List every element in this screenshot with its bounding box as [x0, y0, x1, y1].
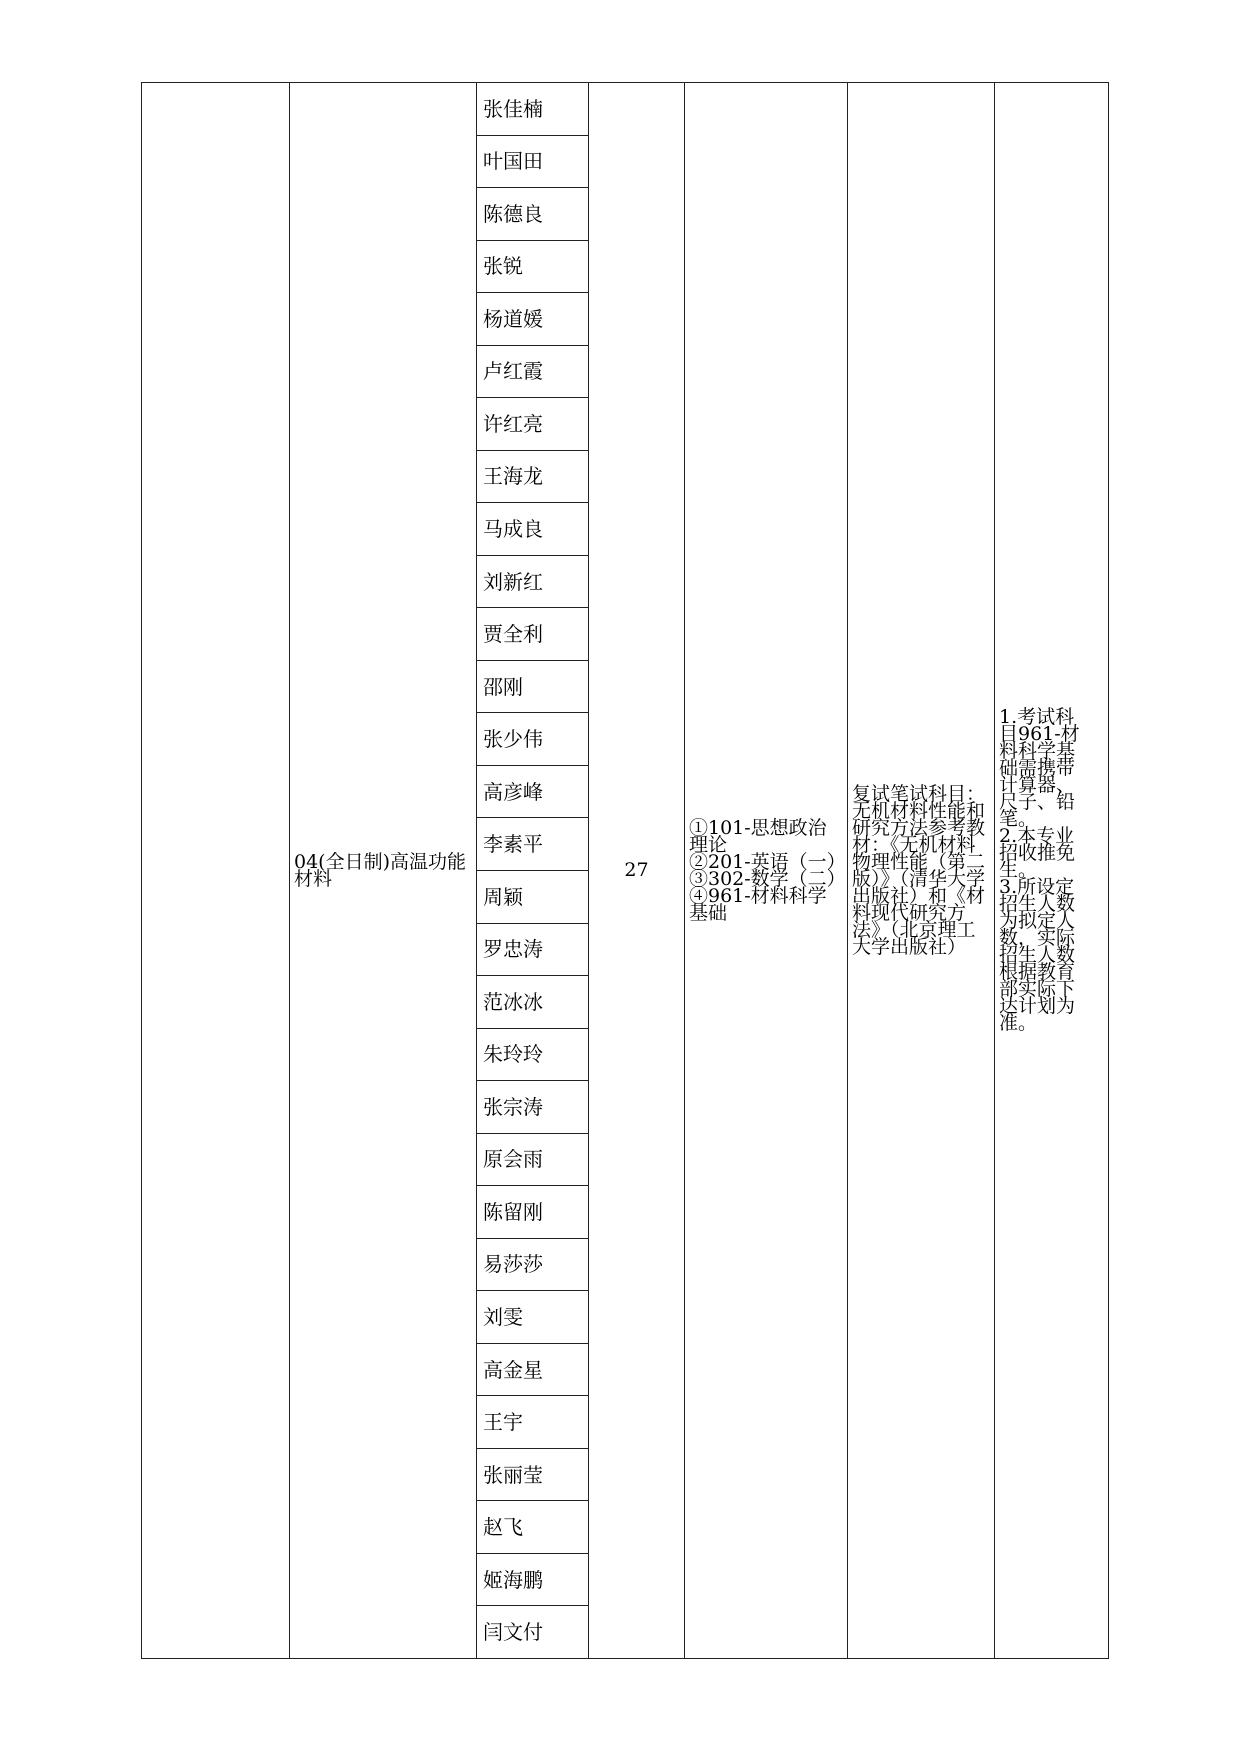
- supervisor-name-cell: 陈留刚: [477, 1186, 589, 1239]
- exam-subject-line: ③302-数学（二）: [689, 867, 846, 890]
- table-row: [142, 83, 1109, 136]
- retest-info-cell: 复试笔试科目：无机材料性能和研究方法参考教材：《无机材料物理性能（第二版）》（清华大学出版社）和《材料现代研究方法》（北京理工大学出版社）: [848, 83, 995, 1659]
- supervisor-name-cell: 马成良: [477, 503, 589, 556]
- note-line: 2.本专业招收推免生。: [999, 825, 1076, 881]
- supervisor-name-cell: 杨道媛: [477, 293, 589, 346]
- major-cell: 04(全日制)高温功能材料: [290, 83, 477, 1659]
- supervisor-name-cell: 卢红霞: [477, 345, 589, 398]
- supervisor-name-cell: 姬海鹏: [477, 1553, 589, 1606]
- department-cell: [142, 83, 290, 1659]
- supervisor-name-cell: 张锐: [477, 240, 589, 293]
- exam-subject-line: ①101-思想政治理论: [689, 816, 827, 856]
- exam-subject-line: ④961-材料科学基础: [689, 884, 827, 924]
- supervisor-name-cell: 王宇: [477, 1396, 589, 1449]
- supervisor-name-cell: 叶国田: [477, 135, 589, 188]
- supervisor-name-cell: 邵刚: [477, 660, 589, 713]
- supervisor-name-cell: 张佳楠: [477, 83, 589, 136]
- supervisor-name-cell: 高金星: [477, 1343, 589, 1396]
- supervisor-name-cell: 罗忠涛: [477, 923, 589, 976]
- note-line: 1.考试科目961-材料科学基础需携带计算器、尺子、铅笔。: [999, 706, 1080, 830]
- supervisor-name-cell: 赵飞: [477, 1501, 589, 1554]
- supervisor-name-cell: 许红亮: [477, 398, 589, 451]
- supervisor-name-cell: 高彦峰: [477, 765, 589, 818]
- supervisor-name-cell: 周颖: [477, 870, 589, 923]
- supervisor-name-cell: 原会雨: [477, 1133, 589, 1186]
- supervisor-name-cell: 贾全利: [477, 608, 589, 661]
- supervisor-name-cell: 张少伟: [477, 713, 589, 766]
- supervisor-name-cell: 张丽莹: [477, 1448, 589, 1501]
- supervisor-name-cell: 易莎莎: [477, 1238, 589, 1291]
- supervisor-name-cell: 李素平: [477, 818, 589, 871]
- supervisor-name-cell: 范冰冰: [477, 976, 589, 1029]
- note-line: 3.所设定招生人数为拟定人数，实际招生人数根据教育部实际下达计划为准。: [999, 876, 1076, 1034]
- supervisor-name-cell: 刘新红: [477, 555, 589, 608]
- notes-cell: [995, 83, 1109, 1659]
- enrollment-count-cell: 27: [589, 83, 685, 1659]
- supervisor-name-cell: 闫文付: [477, 1606, 589, 1659]
- supervisor-name-cell: 王海龙: [477, 450, 589, 503]
- supervisor-name-cell: 陈德良: [477, 188, 589, 241]
- enrollment-table: [141, 82, 1109, 1659]
- supervisor-name-cell: 刘雯: [477, 1291, 589, 1344]
- exam-subjects-cell: [685, 83, 848, 1659]
- exam-subject-line: ②201-英语（一）: [689, 850, 846, 873]
- supervisor-name-cell: 张宗涛: [477, 1081, 589, 1134]
- supervisor-name-cell: 朱玲玲: [477, 1028, 589, 1081]
